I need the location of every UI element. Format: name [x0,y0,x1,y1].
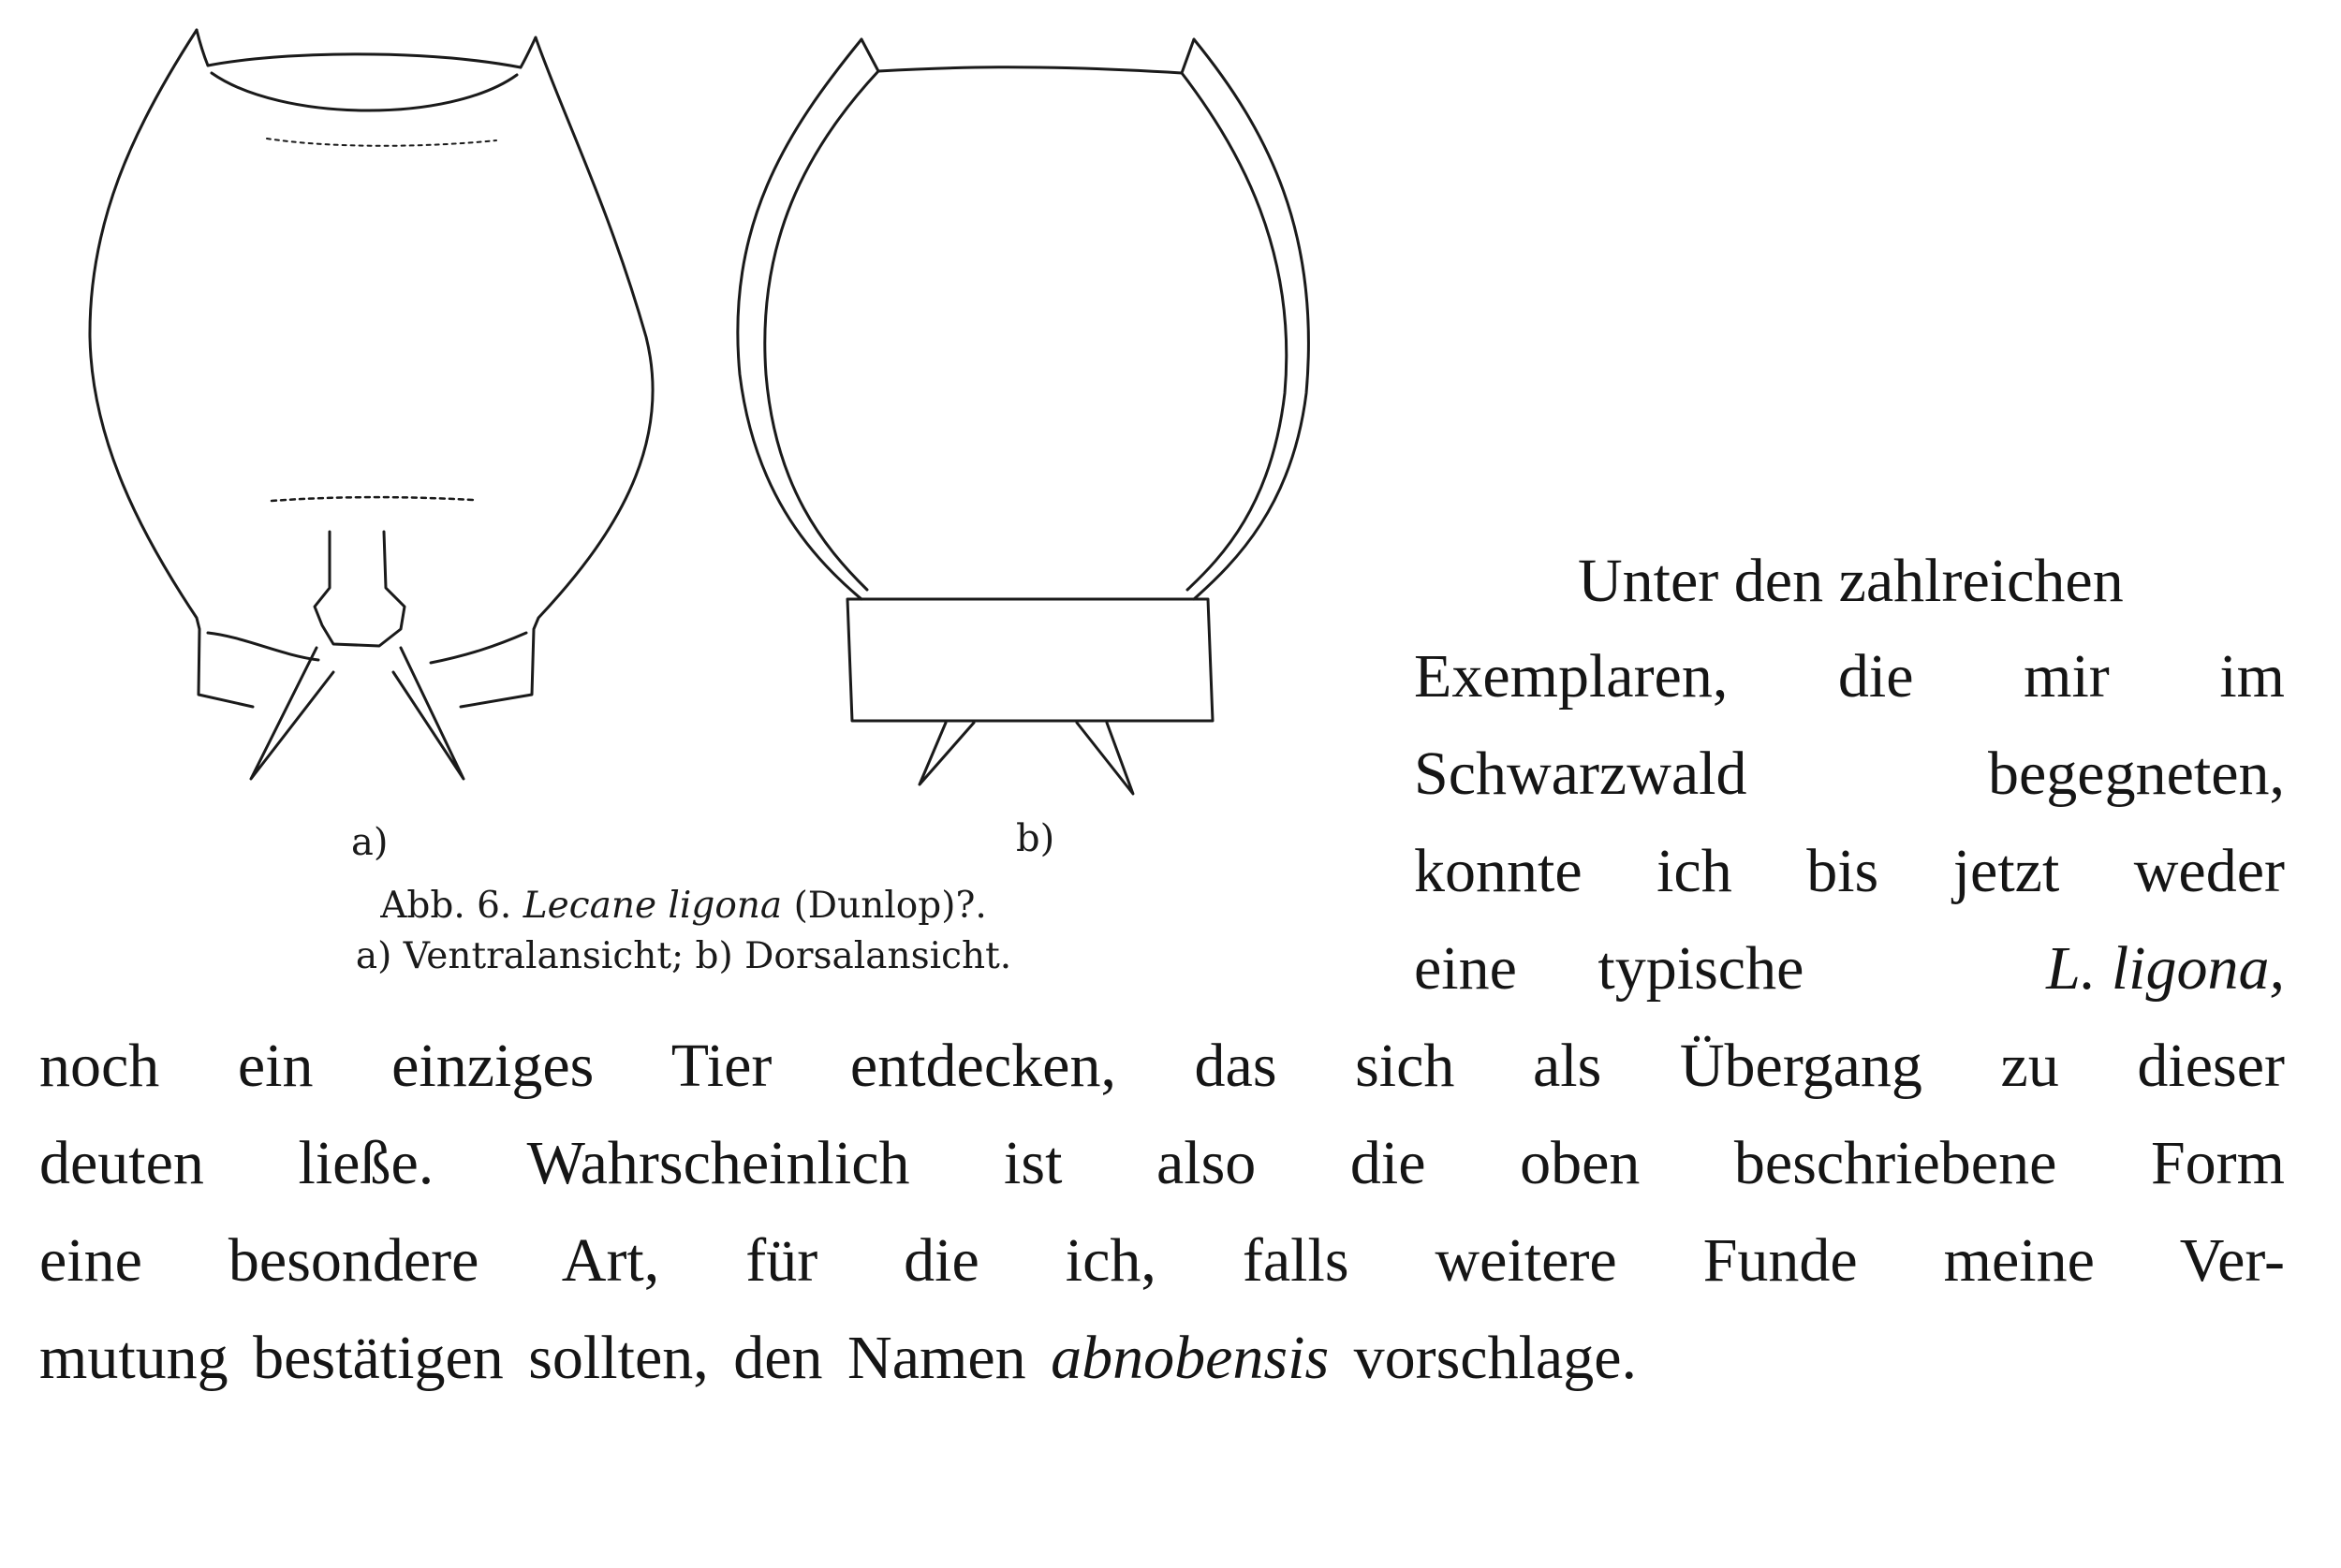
figure-caption-line-2: a) Ventralansicht; b) Dorsalansicht. [355,935,1012,977]
body-line-9 [39,1324,1638,1392]
body-line-5-start: eine typische [1414,934,1804,1003]
dorsal-view-drawing [738,39,1309,794]
body-line-1: Unter den zahlreichen [1578,547,2124,615]
body-line-6: noch ein einziges Tier entdecken, das sich als Übergang zu dieser [39,1032,2285,1100]
body-line-4: konnte ich bis jetzt weder [1414,837,2285,905]
panel-a-label: a) [351,821,389,864]
caption-author: (Dunlop)?. [793,885,987,927]
caption-prefix: Abb. 6. [380,885,512,927]
ventral-view-drawing [90,30,653,779]
body-line-9-start: mutung bestätigen sollten, den Namen [39,1324,1026,1392]
caption-species: Lecane ligona [523,885,783,927]
body-line-9-end: vorschlage. [1353,1324,1638,1392]
body-line-9-name: abnobensis [1051,1324,1330,1392]
panel-b-label: b) [1016,817,1055,860]
figure-caption-line-1 [215,885,1152,927]
body-line-3: Schwarzwald begegneten, [1414,740,2285,808]
body-line-5-species: L. ligona, [2046,934,2285,1003]
body-line-5 [1414,934,2285,1003]
body-line-2: Exemplaren, die mir im [1414,642,2285,711]
body-line-8: eine besondere Art, für die ich, falls weitere Funde meine Ver- [39,1226,2285,1295]
body-line-7: deuten ließe. Wahrscheinlich ist also die oben beschriebene Form [39,1129,2285,1197]
